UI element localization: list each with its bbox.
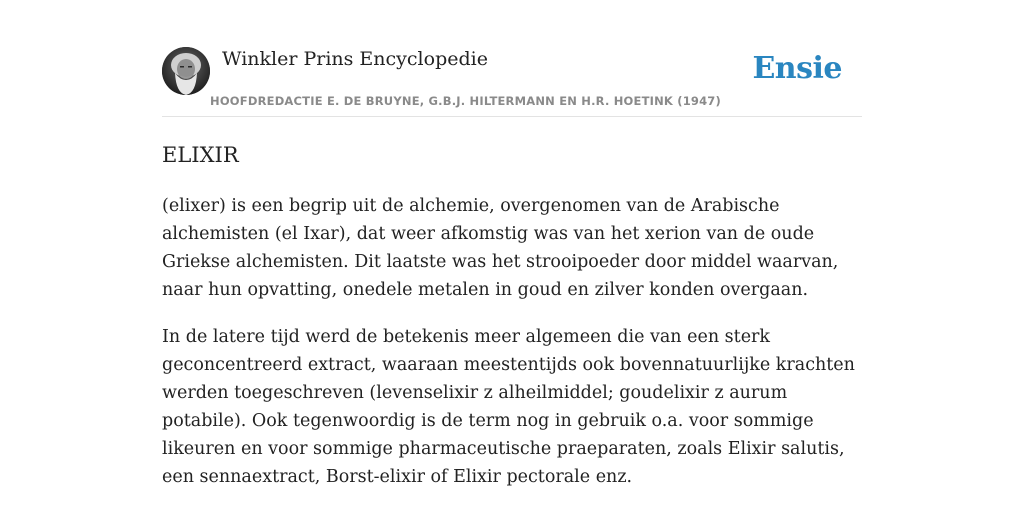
portrait-image <box>162 47 210 95</box>
editors-credit: HOOFDREDACTIE E. DE BRUYNE, G.B.J. HILTERMANN EN H.R. HOETINK (1947) <box>210 94 721 108</box>
author-portrait-avatar[interactable] <box>162 47 210 95</box>
entry-paragraph-2: In de latere tijd werd de betekenis meer algemeen die van een sterk geconcentreerd extract, waaraan meestentijds ook bovennatuurlijke krachten werden toegeschreven (levenselixir z alheilmiddel; goudelixir z aurum potabile). Ook tegenwoordig is de term nog in gebruik o.a. voor sommige likeuren en voor sommige pharmaceutische praeparaten, zoals Elixir salutis, een sennaextract, Borst-elixir of Elixir pectorale enz. <box>162 327 855 487</box>
source-title[interactable]: Winkler Prins Encyclopedie <box>222 48 488 70</box>
entry-title: ELIXIR <box>162 143 239 167</box>
entry-paragraph-1: (elixer) is een begrip uit de alchemie, overgenomen van de Arabische alchemisten (el Ixar), dat weer afkomstig was van het xerion van de oude Griekse alchemisten. Dit laatste was het strooipoeder door middel waarvan, naar hun opvatting, onedele metalen in goud en zilver konden overgaan. <box>162 196 839 300</box>
entry-body <box>162 192 867 510</box>
source-header <box>162 46 862 117</box>
brand-logo-link[interactable]: Ensie <box>752 51 842 86</box>
